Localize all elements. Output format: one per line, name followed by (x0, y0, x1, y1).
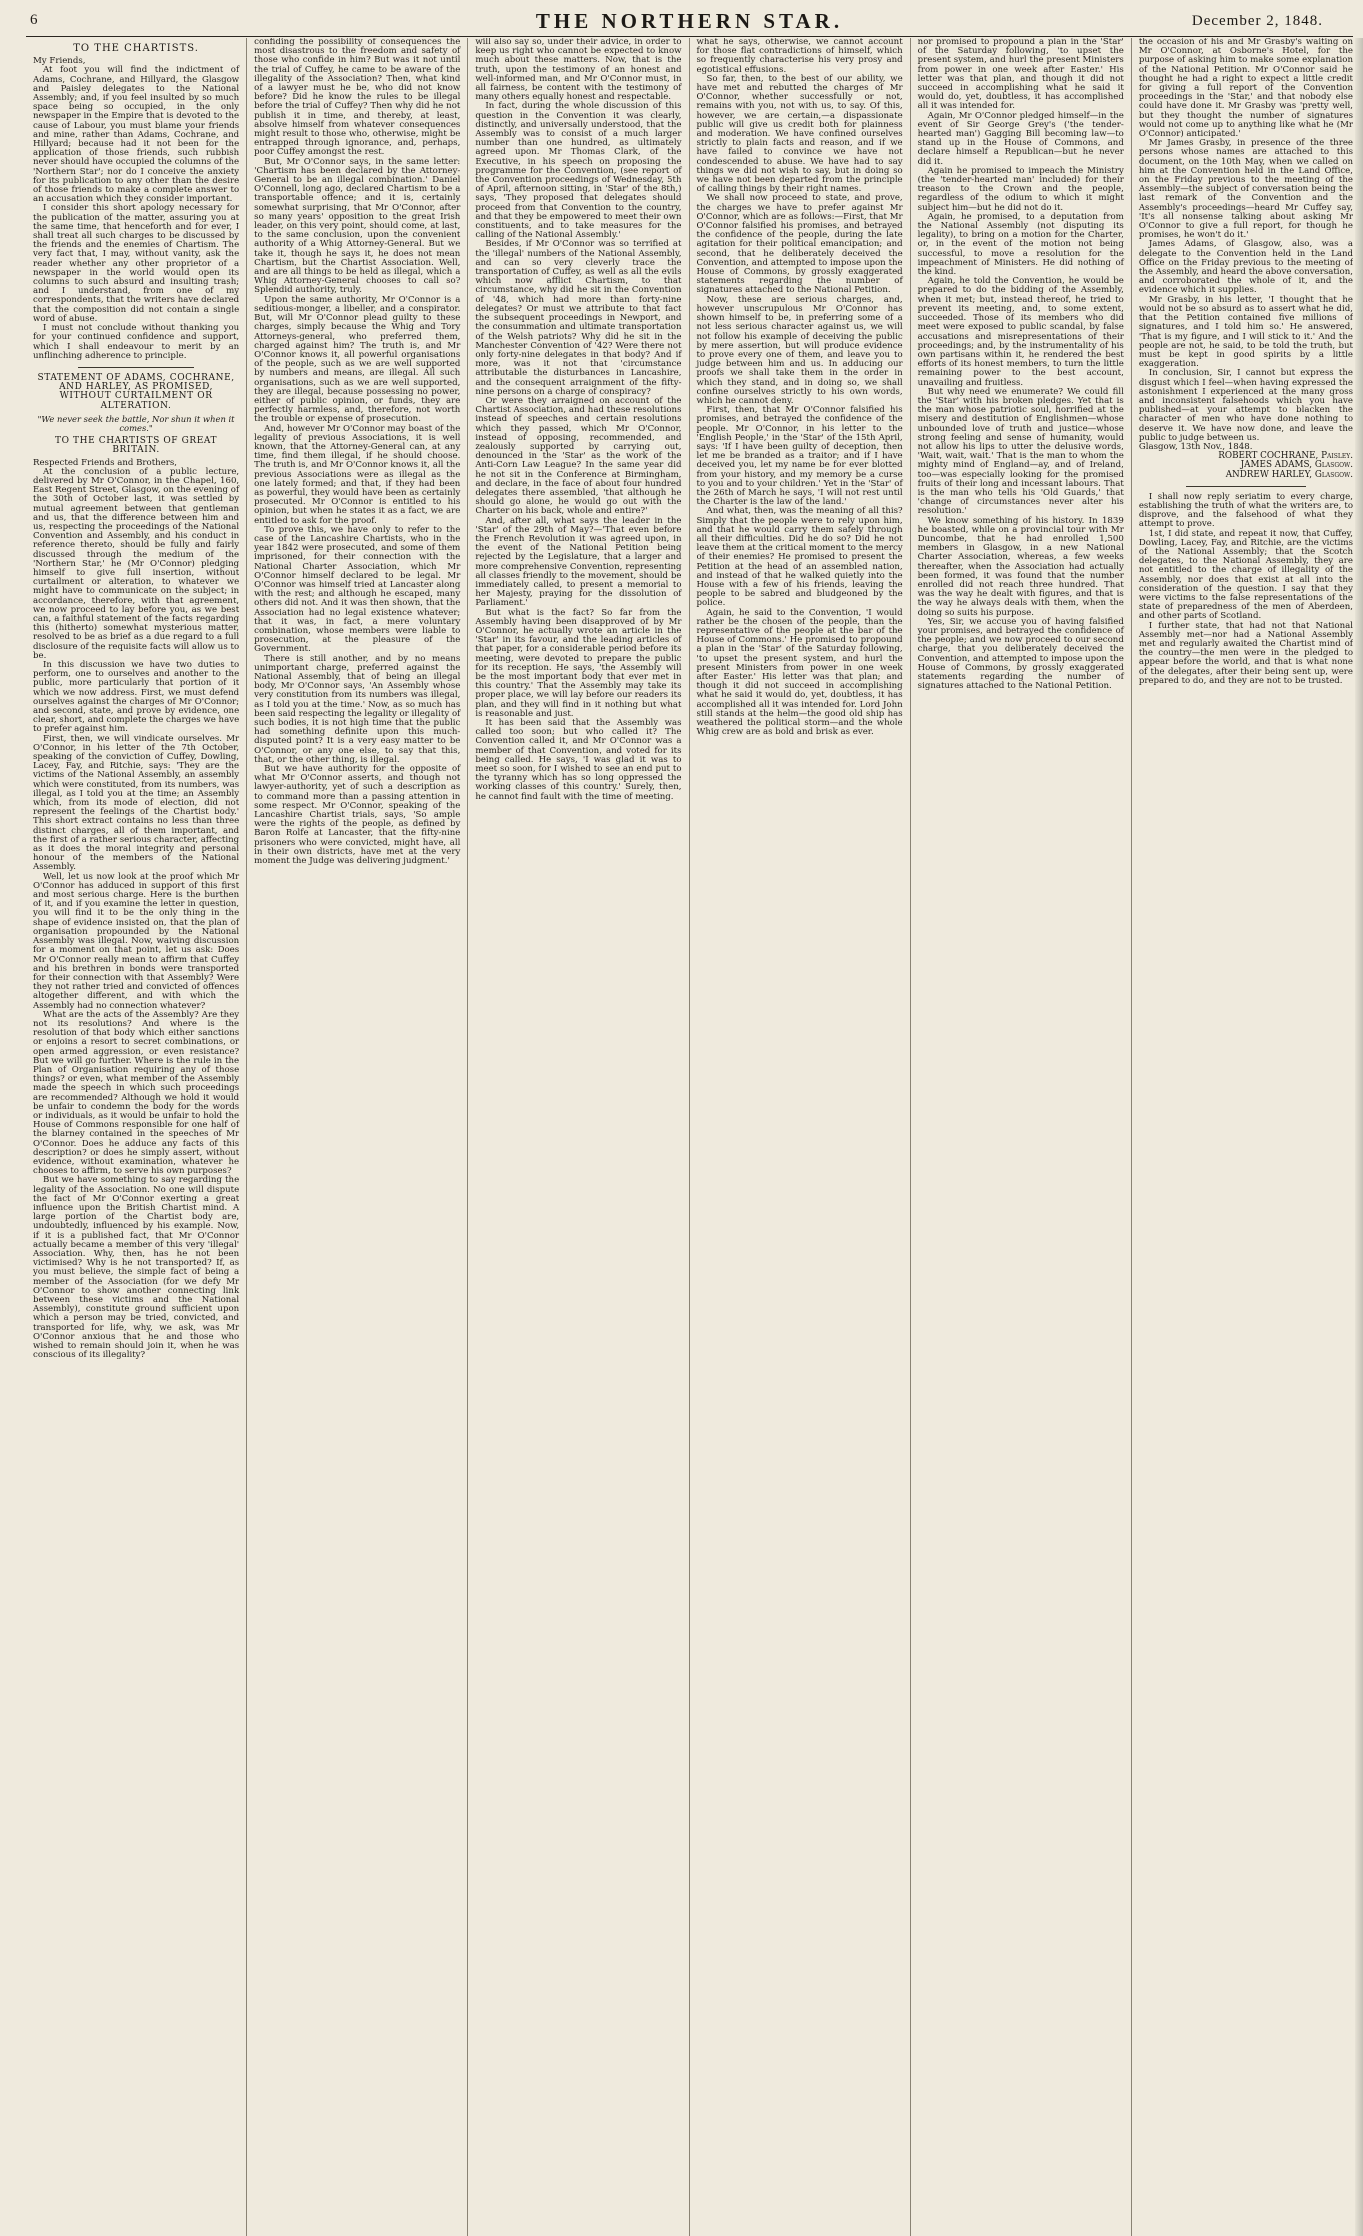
paragraph: Besides, if Mr O'Connor was so terrified at the 'illegal' numbers of the National Assembly, and can so very cleverly trace the transportation of Cuffey, as well as all the evils which now afflict Chartism, to that circumstance, why did he sit in the Convention of '48, which had more than forty-nine delegates? Or must we attribute to that fact the subsequent proceedings in Newport, and the consummation and ultimate transportation of the Welsh patriots? Why did he sit in the Manchester Convention of '42? Were there not only forty-nine delegates in that body? And if more, was it not that 'circumstance attributable the disturbances in Lancashire, and the consequent arraignment of the fifty-nine persons on a charge of conspiracy? (475, 239, 682, 397)
paragraph: the occasion of his and Mr Grasby's waiting on Mr O'Connor, at Osborne's Hotel, for the purpose of asking him to make some explanation of the National Petition. Mr O'Connor said he thought he had a right to expect a little credit for giving a full report of the Convention proceedings in the 'Star,' and that nobody else could have done it. Mr Grasby was 'pretty well, but they thought the number of signatures would not come up to anything like what he (Mr O'Connor) anticipated.' (1138, 38, 1353, 140)
column-5 (911, 38, 1132, 2236)
paragraph: Well, let us now look at the proof which Mr O'Connor has adduced in support of this first and most serious charge. Here is the burthen of it, and if you examine the letter in question, you will find it to be the only thing in the shape of evidence insisted on, that the plan of organisation propounded by the National Assembly was illegal. Now, waiving discussion for a moment on that point, let us ask: Does Mr O'Connor really mean to affirm that Cuffey and his brethren in bonds were transported for their connection with that Assembly? Were they not rather tried and convicted of offences altogether different, and with which the Assembly had no connection whatever? (33, 871, 240, 1011)
paragraph: Yes, Sir, we accuse you of having falsified your promises, and betrayed the confidence of the people; and we now proceed to our second charge, that you deliberately deceived the Convention, and attempted to impose upon the House of Commons, by grossly exaggerated statements regarding the number of signatures attached to the National Petition. (917, 616, 1124, 692)
paragraph: So far, then, to the best of our ability, we have met and rebutted the charges of Mr O'Connor, whether successfully or not, remains with you, not with us, to say. Of this, however, we are certain,—a dispassionate public will give us credit both for plainness and moderation. We have confined ourselves strictly to plain facts and reason, and if we have failed to convince we have not condescended to abuse. We have had to say things we did not wish to say, but in doing so we have not been departed from the principle of calling things by their right names. (696, 73, 903, 195)
paragraph: In fact, during the whole discussion of this question in the Convention it was clearly, distinctly, and universally understood, that the Assembly was to consist of a much larger number than one hundred, as ultimately agreed upon. Mr Thomas Clark, of the Executive, in his speech on proposing the programme for the Convention, (see report of the Convention proceedings of Wednesday, 5th of April, afternoon sitting, in 'Star' of the 8th,) says, 'They proposed that delegates should proceed from that Convention to the country, and that they be empowered to meet their own constituents, and to take measures for the calling of the National Assembly.' (475, 101, 682, 241)
address-heading: TO THE CHARTISTS OF GREAT BRITAIN. (54, 436, 218, 456)
column-4 (690, 38, 911, 2236)
paragraph: But why need we enumerate? We could fill the 'Star' with his broken pledges. Yet that is the man whose patriotic soul, horrified at the misery and destitution of Englishmen—whose unbounded love of truth and justice—whose strong feeling and sense of humanity, would not allow his lips to utter the delusive words, 'Wait, wait, wait.' That is the man to whom the mighty mind of England—ay, and of Ireland, too—was especially looking for the promised fruits of their long and incessant labours. That is the man who tells his 'Old Guards,' that 'change of circumstances never alter his resolution.' (917, 386, 1124, 517)
paragraph: nor promised to propound a plan in the 'Star' of the Saturday following, 'to upset the present system, and hurl the present Ministers from power in one week after Easter.' His letter was that plan, and though it did not succeed in accomplishing what he said it would do, yet, doubtless, it has accomplished all it was intended for. (917, 38, 1124, 112)
paragraph: Now, these are serious charges, and, however unscrupulous Mr O'Connor has shown himself to be, in preferring some of a not less serious character against us, we will not follow his example of deceiving the public by mere assertion, but will produce evidence to prove every one of them, and leave you to judge between him and us. In adducing our proofs we shall take them in the order in which they stand, and in doing so, we shall confine ourselves strictly to his own words, which he cannot deny. (696, 294, 903, 406)
signature: JAMES ADAMS, Glasgow. (1240, 460, 1353, 471)
newspaper-title: THE NORTHERN STAR. (535, 9, 844, 33)
paragraph: It has been said that the Assembly was called too soon; but who called it? The Convention called it, and Mr O'Connor was a member of that Convention, and voted for its being called. He says, 'I was glad it was to meet so soon, for I wished to see an end put to the tyranny which has so long oppressed the working classes of this country.' Surely, then, he cannot find fault with the time of meeting. (475, 718, 682, 802)
paragraph: James Adams, of Glasgow, also, was a delegate to the Convention held in the Land Office on the Friday previous to the meeting of the Assembly, and heard the above conversation, and corroborated the whole of it, and the evidence which it supplies. (1138, 239, 1353, 296)
divider (78, 367, 193, 368)
epigraph-quote: "We never seek the battle, Nor shun it when it comes." (37, 413, 235, 433)
paragraph: At foot you will find the indictment of Adams, Cochrane, and Hillyard, the Glasgow and Paisley delegates to the National Assembly; and, if you feel insulted by so much space being so occupied, in the only newspaper in the Empire that is devoted to the cause of Labour, you must blame your friends and mine, rather than Adams, Cochrane, and Hillyard; because had it not been for the application of those friends, such rubbish never should have occupied the columns of the 'Northern Star'; nor do I conceive the anxiety for its publication to any other than the desire of those friends to make a complete answer to an accusation which they consider important. (33, 65, 240, 205)
column-6 (1132, 38, 1353, 2236)
page-edge-shadow (1355, 38, 1363, 2236)
paragraph: Upon the same authority, Mr O'Connor is a seditious-monger, a libeller, and a conspirator. But, will Mr O'Connor plead guilty to these charges, simply because the Whig and Tory Attorneys-general, who preferred them, charged against him? The truth is, and Mr O'Connor knows it, all powerful organisations of the people, such as we are well supported by numbers and means, are illegal. All such organisations, such as we are well supported, they are illegal, because possessing no power, either of public opinion, or funds, they are perfectly harmless, and, therefore, not worth the trouble or expense of prosecution. (254, 294, 461, 425)
paragraph: 1st, I did state, and repeat it now, that Cuffey, Dowling, Lacey, Fay, and Ritchie, are the victims of the National Assembly; that the Scotch delegates, to the National Assembly, they are not entitled to the charge of illegality of the Assembly, nor does that exist at all into the consideration of the question. I say that they were victims to the false representations of the state of preparedness of the men of Aberdeen, and other parts of Scotland. (1138, 528, 1353, 622)
paragraph: I consider this short apology necessary for the publication of the matter, assuring you at the same time, that henceforth and for ever, I shall treat all such charges to be discussed by the friends and the enemies of Chartism. The very fact that, I may, without vanity, ask the reader whether any other proprietor of a newspaper in the world would open its columns to such absurd and insulting trash; and I understand, from one of my correspondents, that the writers have declared that the composition did not contain a single word of abuse. (33, 203, 240, 324)
salutation: My Friends, (33, 56, 86, 67)
divider (1186, 486, 1306, 487)
paragraph: Again, he said to the Convention, 'I would rather be the chosen of the people, than the representative of the people at the bar of the House of Commons.' He promised to propound a plan in the 'Star' of the Saturday following, 'to upset the present system, and hurl the present Ministers from power in one week after Easter.' His letter was that plan; and though it did not succeed in accomplishing what he said it would do, yet, doubtless, it has accomplished all it was intended for. Lord John still stands at the helm—the good old ship has weathered the political storm—and the whole Whig crew are as bold and brisk as ever. (696, 607, 903, 738)
issue-date: December 2, 1848. (1191, 13, 1323, 29)
paragraph: What are the acts of the Assembly? Are they not its resolutions? And where is the resolution of that body which either sanctions or enjoins a resort to secret combinations, or open armed aggression, or even resistance? But we will go further. Where is the rule in the Plan of Organisation requiring any of those things? or even, what member of the Assembly made the speech in which such proceedings are recommended? Although we hold it would be unfair to condemn the body for the words or individuals, as it would be unfair to hold the House of Commons responsible for one half of the blarney contained in the speeches of Mr O'Connor. Does he adduce any facts of this description? or does he simply assert, without evidence, without examination, whatever he chooses to affirm, to serve his own purposes? (33, 1009, 240, 1177)
paragraph: Again, he promised, to a deputation from the National Assembly (not disputing its legality), to bring on a motion for the Charter, or, in the event of the motion not being successful, to move a resolution for the impeachment of Ministers. He did nothing of the kind. (917, 211, 1124, 278)
paragraph: And, however Mr O'Connor may boast of the legality of previous Associations, it is well known, that the Attorney-General can, at any time, find them illegal, if he should choose. The truth is, and Mr O'Connor knows it, all the previous Associations were as illegal as the one lately formed; and that, if they had been as powerful, they would have been as certainly prosecuted. Mr O'Connor is entitled to his opinion, but when he states it as a fact, we are entitled to ask for the proof. (254, 423, 461, 526)
signature: ROBERT COCHRANE, Paisley. (1218, 451, 1353, 462)
paragraph: In this discussion we have two duties to perform, one to ourselves and another to the public, more particularly that portion of it which we now address. First, we must defend ourselves against the charges of Mr O'Connor; and second, state, and prove by evidence, one clear, short, and complete the charges we have to prefer against him. (33, 660, 240, 735)
paragraph: To prove this, we have only to refer to the case of the Lancashire Chartists, who in the year 1842 were prosecuted, and some of them imprisoned, for their connection with the National Charter Association, which Mr O'Connor himself declared to be legal. Mr O'Connor was himself tried at Lancaster along with the rest; and although he escaped, many others did not. And it was then shown, that the Association had no legal existence whatever; that it was, in fact, a mere voluntary combination, whose members were liable to prosecution, at the pleasure of the Government. (254, 524, 461, 655)
article-columns (26, 38, 1353, 2236)
statement-heading: STATEMENT OF ADAMS, COCHRANE, AND HARLEY, AS PROMISED, WITHOUT CURTAILMENT OR ALTERATION. (37, 372, 235, 411)
paragraph: In conclusion, Sir, I cannot but express the disgust which I feel—when having expressed the astonishment I experienced at the many gross and inconsistent falsehoods which you have published—at your attempt to blacken the character of men who have done nothing to deserve it. We have now done, and leave the public to judge between us. (1138, 368, 1353, 443)
paragraph: Mr James Grasby, in presence of the three persons whose names are attached to this document, on the 10th May, when we called on him at the Convention held in the Land Office, on the Friday previous to the meeting of the Assembly—the subject of conversation being the last remark of the Convention and the Assembly's proceedings—heard Mr Cuffey say, 'It's all nonsense talking about asking Mr O'Connor to give a full report, for though he promises, he won't do it.' (1138, 138, 1353, 241)
dateline: Glasgow, 13th Nov., 1848. (1138, 441, 1253, 452)
paragraph: And what, then, was the meaning of all this? Simply that the people were to rely upon him, and that he would carry them safely through all their difficulties. Did he do so? Did he not leave them at the critical moment to the mercy of their enemies? He promised to present the Petition at the head of an assembled nation, and instead of that he walked quietly into the House with a few of his friends, leaving the people to be sabred and bludgeoned by the police. (696, 506, 903, 609)
column-1 (26, 38, 247, 2236)
paragraph: what he says, otherwise, we cannot account for those flat contradictions of himself, which so frequently characterise his very prosy and egotistical effusions. (696, 38, 903, 75)
page-number: 6 (30, 12, 38, 28)
column-2 (247, 38, 468, 2236)
paragraph: But, Mr O'Connor says, in the same letter: 'Chartism has been declared by the Attorney-General to be an illegal combination.' Daniel O'Connell, long ago, declared Chartism to be a transportable offence; and it is, certainly somewhat surprising, that Mr O'Connor, after so many years' opposition to the great Irish leader, on this very point, should come, at last, to the same conclusion, upon the convenient authority of a Whig Attorney-General. But we take it, though he says it, he does not mean Chartism, but the Chartist Association. Well, and are all things to be held as illegal, which a Whig Attorney-General chooses to call so? Splendid authority, truly. (254, 156, 461, 296)
paragraph: But we have something to say regarding the legality of the Association. No one will dispute the fact of Mr O'Connor exerting a great influence upon the British Chartist mind. A large portion of the Chartist body are, undoubtedly, influenced by his example. Now, if it is a published fact, that Mr O'Connor actually became a member of this very 'illegal' Association. Why, then, has he not been victimised? Why is he not transported? If, as you must believe, the simple fact of being a member of the Association (for we defy Mr O'Connor to show another connecting link between these victims and the National Assembly), constitute ground sufficient upon which a person may be tried, convicted, and transported for life, why, we ask, was Mr O'Connor anxious that he and those who wished to remain should join it, when he was conscious of its illegality? (33, 1175, 240, 1361)
paragraph: And, after all, what says the leader in the 'Star' of the 29th of May?—'That even before the French Revolution it was agreed upon, in the event of the National Petition being rejected by the Legislature, that a larger and more comprehensive Convention, representing all classes friendly to the movement, should be immediately called, to present a memorial to her Majesty, praying for the dissolution of Parliament.' (475, 515, 682, 609)
paragraph: I further state, that had not that National Assembly met—nor had a National Assembly met and regularly awaited the Chartist mind of the country—the men were in the pledged to appear before the world, and that is what none of the delegates, after their being sent up, were prepared to do, and they are not to be trusted. (1138, 620, 1353, 686)
paragraph: I shall now reply seriatim to every charge, establishing the truth of what the writers are, to disprove, and the falsehood of what they attempt to prove. (1138, 491, 1353, 530)
paragraph: First, then, we will vindicate ourselves. Mr O'Connor, in his letter of the 7th October, speaking of the conviction of Cuffey, Dowling, Lacey, Fay, and Ritchie, says: 'They are the victims of the National Assembly, an assembly which were constituted, from its numbers, was illegal, as I told you at the time; an Assembly which, from its mode of election, did not represent the feelings of the Chartist body.' This short extract contains no less than three distinct charges, all of them important, and the first of a rather serious character, affecting as it does the moral integrity and personal honour of the members of the National Assembly. (33, 733, 240, 873)
paragraph: At the conclusion of a public lecture, delivered by Mr O'Connor, in the Chapel, 160, East Regent Street, Glasgow, on the evening of the 30th of October last, it was settled by mutual agreement between that gentleman and us, that the difference between him and us, respecting the proceedings of the National Convention and Assembly, and his conduct in reference thereto, should be fully and fairly discussed through the medium of the 'Northern Star,' he (Mr O'Connor) pledging himself to give full insertion, without curtailment or alteration, to whatever we might have to communicate on the subject; in accordance, therefore, with that agreement, we now proceed to lay before you, as we best can, a faithful statement of the facts regarding this (hitherto) somewhat mysterious matter, resolved to be as brief as a due regard to a full disclosure of the requisite facts will allow us to be. (33, 466, 240, 661)
paragraph: I must not conclude without thanking you for your continued confidence and support, which I shall endeavour to merit by an unflinching adherence to principle. (33, 323, 240, 361)
masthead (26, 6, 1353, 37)
paragraph: But we have authority for the opposite of what Mr O'Connor asserts, and though not lawyer-authority, yet of such a description as to command more than a passing attention in some respect. Mr O'Connor, speaking of the Lancashire Chartist trials, says, 'So ample were the rights of the people, as defined by Baron Rolfe at Lancaster, that the fifty-nine prisoners who were convicted, might have, all in their own districts, have met at the very moment the Judge was delivering judgment.' (254, 764, 461, 867)
column-3 (468, 38, 689, 2236)
paragraph: Again, Mr O'Connor pledged himself—in the event of Sir George Grey's ('the tender-hearted man') Gagging Bill becoming law—to stand up in the House of Commons, and declare himself a Republican—but he never did it. (917, 110, 1124, 167)
paragraph: We know something of his history. In 1839 he boasted, while on a provincial tour with Mr Duncombe, that he had enrolled 1,500 members in Glasgow, in a new National Charter Association, whereas, a few weeks thereafter, when the Association had actually been formed, it was found that the number enrolled did not reach three hundred. That was the way he dealt with figures, and that is the way he always deals with them, when the doing so suits his purpose. (917, 515, 1124, 618)
paragraph: Mr Grasby, in his letter, 'I thought that he would not be so absurd as to assert what he did, that the Petition contained five millions of signatures, and I told him so.' He answered, 'That is my figure, and I will stick to it.' And the people are not, he said, to be told the truth, but must be kept in good spirits by a little exaggeration. (1138, 294, 1353, 370)
paragraph: First, then, that Mr O'Connor falsified his promises, and betrayed the confidence of the people. Mr O'Connor, in his letter to the 'English People,' in the 'Star' of the 15th April, says: 'If I have been guilty of deception, then let me be branded as a traitor; and if I have deceived you, let my name be for ever blotted from your history, and my memory be a curse to you and to your children.' Yet in the 'Star' of the 26th of March he says, 'I will not rest until the Charter is the law of the land.' (696, 405, 903, 508)
paragraph: But what is the fact? So far from the Assembly having been disapproved of by Mr O'Connor, he actually wrote an article in the 'Star' in its favour, and the leading articles of that paper, for a considerable period before its meeting, were devoted to prepare the public for its reception. He says, 'the Assembly will be the most important body that ever met in this country.' That the Assembly may take its proper place, we will lay before our readers its plan, and they will find in it nothing but what is reasonable and just. (475, 607, 682, 719)
paragraph: Again he promised to impeach the Ministry (the 'tender-hearted man' included) for their treason to the Crown and the people, regardless of the odium to which it might subject him—but he did not do it. (917, 165, 1124, 213)
paragraph: confiding the possibility of consequences the most disastrous to the freedom and safety of those who confide in him? But was it not until the trial of Cuffey, he came to be aware of the illegality of the Association? Then, what kind of a lawyer must he be, who did not know before? Did he know the rules to be illegal before the trial of Cuffey? Then why did he not publish it in time, and thereby, at least, absolve himself from whatever consequences might result to those who, otherwise, might be entrapped through ignorance, and, perhaps, poor Cuffey amongst the rest. (254, 38, 461, 158)
address-salutation: Respected Friends and Brothers, (33, 457, 178, 468)
paragraph: Again, he told the Convention, he would be prepared to do the bidding of the Assembly, when it met; but, instead thereof, he tried to prevent its meeting, and, to some extent, succeeded. Those of its members who did meet were exposed to public scandal, by false accusations and misrepresentations of their proceedings; and, by the instrumentality of his own partisans within it, he rendered the best efforts of its honest members, to turn the little remaining power to the best account, unavailing and fruitless. (917, 276, 1124, 388)
heading-to-the-chartists: TO THE CHARTISTS. (73, 43, 199, 54)
paragraph: will also say so, under their advice, in order to keep us right who cannot be expected to know much about these matters. Now, that is the truth, upon the testimony of an honest and well-informed man, and Mr O'Connor must, in all fairness, be content with the testimony of many others equally honest and respectable. (475, 38, 682, 103)
signature: ANDREW HARLEY, Glasgow. (1225, 469, 1353, 480)
paragraph: We shall now proceed to state, and prove, the charges we have to prefer against Mr O'Connor, which are as follows:—First, that Mr O'Connor falsified his promises, and betrayed the confidence of the people, during the late agitation for their political emancipation; and second, that he deliberately deceived the Convention, and attempted to impose upon the House of Commons, by grossly exaggerated statements regarding the number of signatures attached to the National Petition. (696, 193, 903, 296)
paragraph: Or were they arraigned on account of the Chartist Association, and had these resolutions instead of speeches and certain resolutions which they passed, which Mr O'Connor, instead of opposing, recommended, and zealously supported by carrying out, denounced in the 'Star' as the work of the Anti-Corn Law League? In the same year did he not sit in the Conference at Birmingham, and declare, in the face of about four hundred delegates there assembled, 'that although he should go alone, he would go out with the Charter on his back, whole and entire?' (475, 395, 682, 517)
paragraph: There is still another, and by no means unimportant charge, preferred against the National Assembly, that of being an illegal body, Mr O'Connor says, 'An Assembly whose very constitution from its numbers was illegal, as I told you at the time.' Now, as so much has been said respecting the legality or illegality of such bodies, it is not high time that the public had something definite upon this much-disputed point? It is a very easy matter to be O'Connor, or any one else, to say that this, that, or the other thing, is illegal. (254, 653, 461, 765)
